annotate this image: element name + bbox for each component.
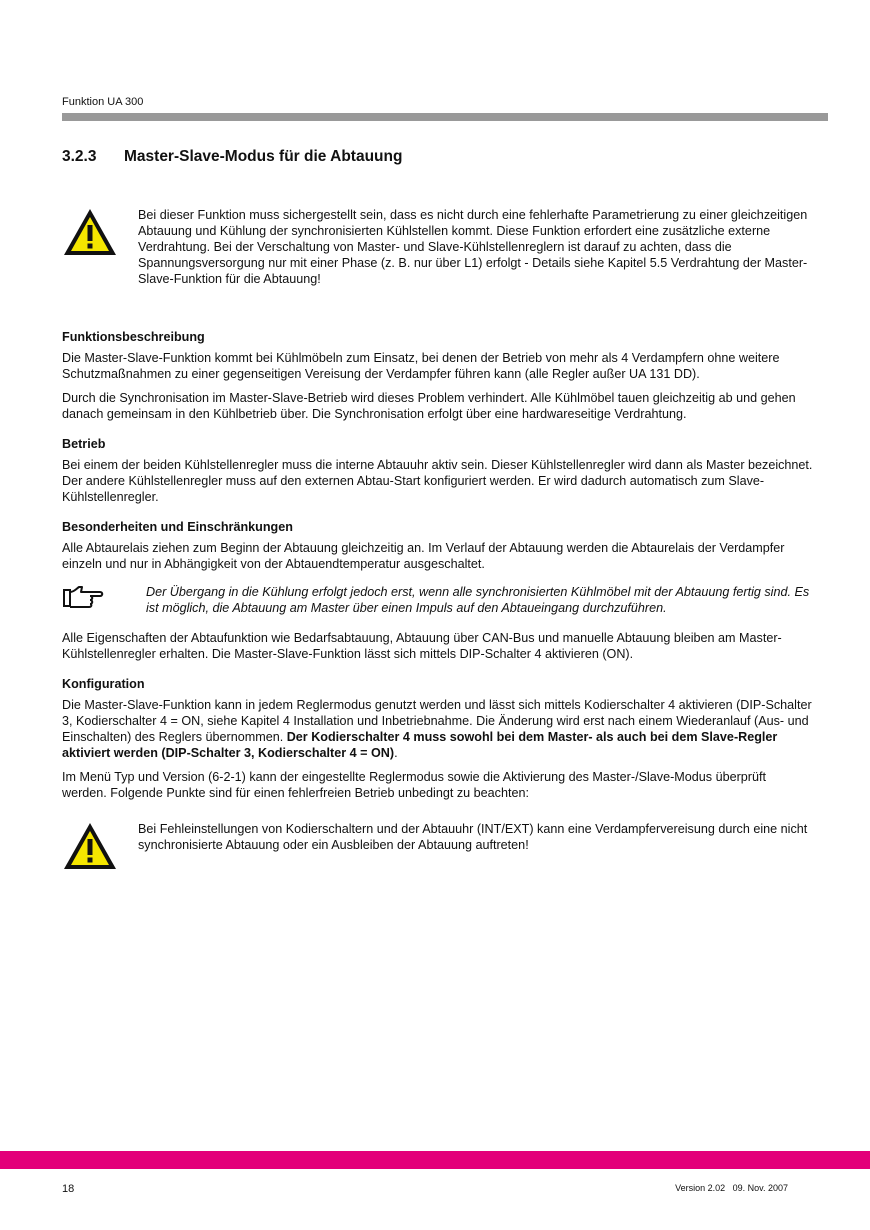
paragraph: Die Master-Slave-Funktion kommt bei Kühlmöbeln zum Einsatz, bei denen der Betrieb von mehr als 4 Verdampfern ohne weitere Schutzmaßnahmen zu einer gegenseitigen Vereisung der Verdampfer führen kann (alle Regler außer UA 131 DD).: [62, 351, 780, 381]
heading-betrieb: Betrieb: [62, 437, 106, 451]
page-content: [62, 207, 814, 871]
warning-triangle-icon: [62, 207, 138, 257]
heading-konfiguration: Konfiguration: [62, 677, 145, 691]
heading-funktionsbeschreibung: Funktionsbeschreibung: [62, 330, 205, 344]
running-header: Funktion UA 300: [62, 96, 144, 108]
section-heading: Master-Slave-Modus für die Abtauung: [124, 148, 403, 165]
paragraph: Durch die Synchronisation im Master-Slave-Betrieb wird dieses Problem verhindert. Alle Kühlmöbel tauen gleichzeitig ab und gehen danach gemeinsam in den Kühlbetrieb über. Die Synchronisation erfolgt über eine hardwareseitige Verdrahtung.: [62, 391, 796, 421]
paragraph: Bei einem der beiden Kühlstellenregler muss die interne Abtauuhr aktiv sein. Dieser Kühlstellenregler wird dann als Master bezeichnet. Der andere Kühlstellenregler muss auf den externen Abtau-Start konfiguriert werden. Er wird dadurch automatisch zum Slave-Kühlstellenregler.: [62, 458, 813, 504]
note-box: [62, 584, 814, 616]
note-text: Der Übergang in die Kühlung erfolgt jedoch erst, wenn alle synchronisierten Kühlmöbel mit der Abtauung fertig sind. Es ist möglich, die Abtauung am Master über einen Impuls auf den Abtaueingang durchzuführen.: [146, 585, 810, 615]
text-normal: Die Master-Slave-Funktion kann in jedem Reglermodus genutzt werden und lässt sich mittels Kodierschalter 4 aktivieren (DIP-Schalter 3, Kodierschalter 4 = ON, siehe Kapitel 4 Installation und Inbetriebnahme. Die Änderung wird erst nach einem Wiederanlauf (Aus- und Einschalten) des Reglers übernommen.: [62, 698, 812, 744]
section-title: [62, 148, 402, 166]
paragraph-konfiguration: [62, 697, 814, 761]
text-end: .: [394, 746, 398, 760]
warning-text-1: Bei dieser Funktion muss sichergestellt sein, dass es nicht durch eine fehlerhafte Parametrierung zu einer gleichzeitigen Abtauung und Kühlung der synchronisierten Kühlstellen kommt. Diese Funktion erfordert eine zusätzliche externe Verdrahtung. Bei der Verschaltung von Master- und Slave-Kühlstellenreglern ist darauf zu achten, dass die Spannungsversorgung nur mit einer Phase (z. B. nur über L1) erfolgt - Details siehe Kapitel 5.5 Verdrahtung der Master-Slave-Funktion für die Abtauung!: [138, 208, 808, 286]
page-number: 18: [62, 1183, 75, 1195]
paragraph: Alle Eigenschaften der Abtaufunktion wie Bedarfsabtauung, Abtauung über CAN-Bus und manuelle Abtauung bleiben am Master-Kühlstellenregler erhalten. Die Master-Slave-Funktion lässt sich mittels DIP-Schalter 4 aktivieren (ON).: [62, 631, 782, 661]
version-info: Version 2.02 09. Nov. 2007: [675, 1183, 788, 1193]
paragraph: Alle Abtaurelais ziehen zum Beginn der Abtauung gleichzeitig an. Im Verlauf der Abtauung werden die Abtaurelais der Verdampfer einzeln und nur in Abhängigkeit von der Abtauendtemperatur ausgeschaltet.: [62, 541, 785, 571]
warning-box-2: [62, 821, 814, 871]
section-number: 3.2.3: [62, 148, 97, 165]
header-rule: [62, 113, 828, 121]
warning-box-1: [62, 207, 814, 287]
pointing-hand-icon: [62, 584, 146, 614]
text-bold: Der Kodierschalter 4 muss sowohl bei dem Master- als auch bei dem Slave-Regler aktiviert werden (DIP-Schalter 3, Kodierschalter 4 = ON): [62, 730, 778, 760]
warning-text-2: Bei Fehleinstellungen von Kodierschaltern und der Abtauuhr (INT/EXT) kann eine Verdampfervereisung durch eine nicht synchronisierte Abtauung oder ein Ausbleiben der Abtauung auftreten!: [138, 822, 808, 852]
warning-triangle-icon: [62, 821, 138, 871]
paragraph: Im Menü Typ und Version (6-2-1) kann der eingestellte Reglermodus sowie die Aktivierung des Master-/Slave-Modus überprüft werden. Folgende Punkte sind für einen fehlerfreien Betrieb unbedingt zu beachten:: [62, 770, 766, 800]
heading-besonderheiten: Besonderheiten und Einschränkungen: [62, 520, 293, 534]
footer-bar: [0, 1151, 870, 1169]
